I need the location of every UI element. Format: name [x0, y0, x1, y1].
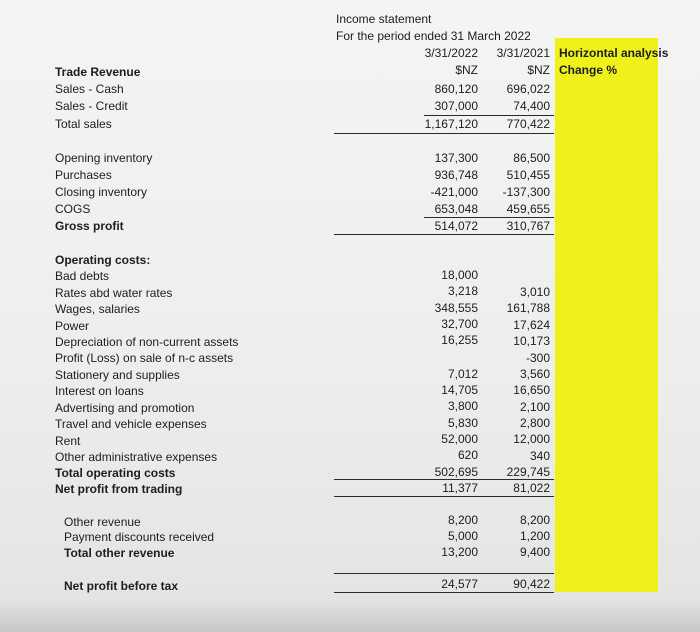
- row-label: Stationery and supplies: [55, 368, 180, 382]
- subtotal-line: [424, 115, 554, 116]
- subtotal-line: [334, 479, 554, 480]
- row-label: Gross profit: [55, 219, 124, 233]
- value-2022: 137,300: [434, 151, 478, 165]
- value-2021: -137,300: [502, 185, 550, 199]
- value-2022: 8,200: [447, 513, 478, 527]
- photo-shadow: [0, 600, 700, 632]
- value-2022: 14,705: [441, 383, 478, 397]
- row-label: Power: [55, 319, 90, 333]
- value-2022: 307,000: [434, 99, 478, 113]
- row-label: COGS: [55, 202, 91, 216]
- row-label: Interest on loans: [55, 384, 144, 398]
- value-2021: 86,500: [513, 151, 550, 165]
- value-2021: 310,767: [506, 219, 550, 233]
- row-label: Profit (Loss) on sale of n-c assets: [55, 351, 234, 365]
- value-2022: -421,000: [430, 185, 478, 199]
- col-2022-header: 3/31/2022: [424, 46, 478, 60]
- value-2021: 770,422: [506, 117, 550, 131]
- unit-2021: $NZ: [527, 63, 550, 77]
- row-label: Purchases: [55, 168, 112, 182]
- row-label: Sales - Credit: [55, 99, 128, 113]
- value-2021: 696,022: [506, 82, 550, 96]
- row-label: Closing inventory: [55, 185, 148, 199]
- subtotal-line: [424, 217, 554, 218]
- value-2022: 620: [457, 448, 478, 462]
- value-2021: 161,788: [506, 301, 550, 315]
- horizontal-analysis-highlight: [555, 38, 658, 592]
- unit-change: Change %: [559, 63, 618, 77]
- value-2022: 502,695: [434, 465, 478, 479]
- statement-title: Income statement: [336, 12, 432, 26]
- col-2021-header: 3/31/2021: [496, 46, 550, 60]
- operating-heading: Operating costs:: [55, 253, 151, 267]
- value-2021: 2,100: [519, 400, 550, 414]
- row-label: Rates abd water rates: [55, 286, 173, 300]
- value-2021: 10,173: [513, 334, 550, 348]
- value-2021: 16,650: [513, 383, 550, 397]
- value-2022: 3,800: [447, 399, 478, 413]
- total-line: [334, 573, 554, 574]
- col-analysis-header: Horizontal analysis: [559, 46, 669, 60]
- total-line: [334, 496, 554, 497]
- value-2022: 32,700: [441, 317, 478, 331]
- row-label: Rent: [55, 434, 81, 448]
- row-label: Total operating costs: [55, 466, 176, 480]
- value-2021: -300: [525, 351, 550, 365]
- row-label: Bad debts: [55, 269, 110, 283]
- value-2022: 514,072: [434, 219, 478, 233]
- value-2022: 52,000: [441, 432, 478, 446]
- value-2021: 8,200: [519, 513, 550, 527]
- double-underline: [334, 592, 554, 593]
- value-2021: 3,010: [519, 285, 550, 299]
- row-label: Travel and vehicle expenses: [55, 417, 207, 431]
- value-2021: 229,745: [506, 465, 550, 479]
- value-2021: 1,200: [519, 529, 550, 543]
- value-2022: 16,255: [441, 333, 478, 347]
- net-value-2021: 90,422: [513, 577, 550, 591]
- value-2021: 12,000: [513, 432, 550, 446]
- value-2021: 9,400: [519, 545, 550, 559]
- value-2022: 5,000: [447, 529, 478, 543]
- row-label: Opening inventory: [55, 151, 153, 165]
- value-2021: 17,624: [513, 318, 550, 332]
- total-line: [334, 133, 554, 134]
- row-label: Wages, salaries: [55, 302, 140, 316]
- value-2021: 74,400: [513, 99, 550, 113]
- value-2022: 1,167,120: [424, 117, 478, 131]
- value-2022: 860,120: [434, 82, 478, 96]
- row-label: Total other revenue: [64, 546, 175, 560]
- value-2021: 510,455: [506, 168, 550, 182]
- value-2022: 653,048: [434, 202, 478, 216]
- value-2022: 3,218: [447, 284, 478, 298]
- row-label: Net profit from trading: [55, 482, 183, 496]
- row-label: Advertising and promotion: [55, 401, 195, 415]
- statement-period: For the period ended 31 March 2022: [336, 29, 531, 43]
- value-2022: 11,377: [442, 481, 478, 495]
- value-2021: 3,560: [519, 367, 550, 381]
- row-label: Other administrative expenses: [55, 450, 218, 464]
- value-2021: 340: [529, 449, 550, 463]
- value-2022: 348,555: [434, 301, 478, 315]
- net-value-2022: 24,577: [441, 577, 478, 591]
- revenue-heading: Trade Revenue: [55, 65, 141, 79]
- row-label: Total sales: [55, 117, 112, 131]
- row-label: Payment discounts received: [64, 530, 215, 544]
- unit-2022: $NZ: [455, 63, 478, 77]
- value-2022: 5,830: [447, 416, 478, 430]
- value-2022: 7,012: [447, 367, 478, 381]
- row-label: Sales - Cash: [55, 82, 124, 96]
- value-2021: 81,022: [513, 481, 550, 495]
- total-line: [334, 234, 554, 235]
- value-2021: 459,655: [506, 202, 550, 216]
- row-label: Other revenue: [64, 515, 141, 529]
- row-label: Depreciation of non-current assets: [55, 335, 239, 349]
- value-2021: 2,800: [519, 416, 550, 430]
- value-2022: 13,200: [441, 545, 478, 559]
- value-2022: 18,000: [441, 268, 478, 282]
- value-2022: 936,748: [434, 168, 478, 182]
- net-label: Net profit before tax: [64, 579, 179, 593]
